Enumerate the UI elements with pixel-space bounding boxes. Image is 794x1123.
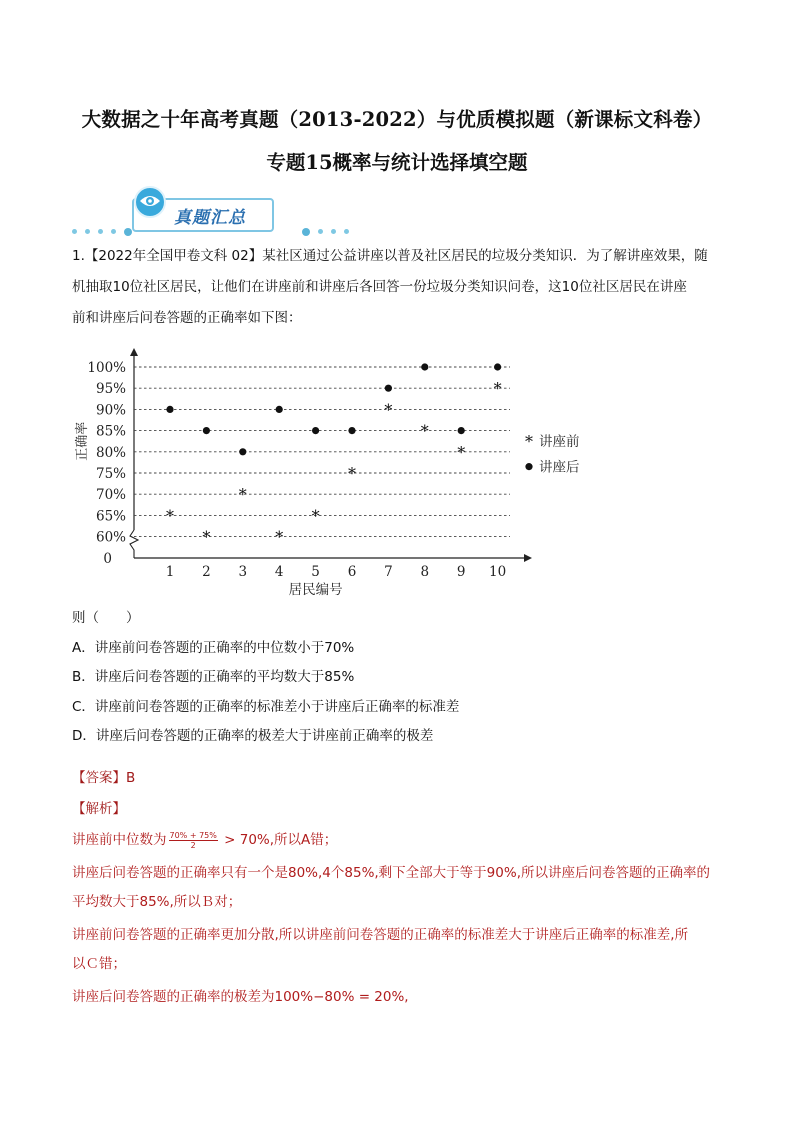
x-axis-label: 居民编号 bbox=[288, 582, 343, 598]
x-axis-arrow bbox=[524, 554, 532, 562]
x-tick-label: 8 bbox=[420, 564, 430, 580]
question-prompt: 则（ ） bbox=[72, 610, 140, 626]
x-tick-label: 10 bbox=[489, 564, 507, 580]
data-point-after bbox=[458, 427, 465, 434]
x-tick-label: 1 bbox=[165, 564, 175, 580]
x-tick-label: 2 bbox=[202, 564, 211, 580]
data-point-after bbox=[348, 427, 355, 434]
data-point-after bbox=[239, 448, 246, 455]
x-tick-label: 9 bbox=[456, 564, 466, 580]
y-tick-label: 70% bbox=[95, 487, 126, 504]
y-tick-label: 65% bbox=[95, 508, 126, 525]
y-tick-label: 90% bbox=[95, 402, 126, 419]
data-point-after bbox=[276, 406, 283, 413]
y-tick-label: 60% bbox=[95, 529, 126, 546]
data-point-before: * bbox=[202, 527, 211, 547]
page-subtitle: 专题15概率与统计选择填空题 bbox=[266, 151, 528, 174]
section-banner bbox=[72, 188, 372, 234]
solution-step-2: 讲座后问卷答题的正确率只有一个是80%,4个85%,剩下全部大于等于90%,所以讲座后问卷答题的正确率的 平均数大于85%,所以Ｂ对； bbox=[72, 865, 710, 910]
y-axis-arrow bbox=[130, 348, 138, 356]
x-tick-label: 5 bbox=[311, 564, 320, 580]
data-point-after bbox=[203, 427, 210, 434]
y-axis-label: 正确率 bbox=[75, 421, 90, 461]
axis-break bbox=[130, 530, 138, 558]
legend-label-after: 讲座后 bbox=[539, 459, 580, 476]
data-point-after bbox=[421, 363, 428, 370]
question-line: 1.【2022年全国甲卷文科 02】某社区通过公益讲座以普及社区居民的垃圾分类知识．为了解讲座效果，随 bbox=[72, 248, 708, 264]
legend-marker-before: * bbox=[525, 432, 533, 452]
option-b: B．讲座后问卷答题的正确率的平均数大于85% bbox=[72, 669, 355, 685]
data-point-after bbox=[385, 385, 392, 392]
option-c: C．讲座前问卷答题的正确率的标准差小于讲座后正确率的标准差 bbox=[72, 698, 460, 715]
banner-dots-right bbox=[302, 221, 357, 240]
y-origin-label: 0 bbox=[103, 551, 112, 567]
banner-dots-left bbox=[72, 221, 140, 240]
data-point-after bbox=[312, 427, 319, 434]
data-point-before: * bbox=[493, 379, 502, 399]
eye-icon bbox=[134, 186, 166, 218]
data-point-after bbox=[494, 363, 501, 370]
y-tick-label: 100% bbox=[87, 360, 126, 376]
solution bbox=[72, 826, 732, 1016]
analysis-label: 【解析】 bbox=[72, 801, 126, 817]
y-tick-label: 95% bbox=[95, 381, 126, 398]
data-point-before: * bbox=[238, 485, 247, 505]
question-text bbox=[72, 241, 724, 334]
legend-marker-after bbox=[525, 463, 532, 470]
question-options bbox=[72, 604, 724, 752]
x-tick-label: 7 bbox=[384, 564, 393, 580]
y-tick-label: 75% bbox=[95, 466, 126, 482]
y-tick-label: 80% bbox=[95, 444, 126, 461]
question-line: 前和讲座后问卷答题的正确率如下图： bbox=[72, 310, 302, 326]
x-tick-label: 3 bbox=[238, 564, 248, 580]
scatter-chart bbox=[72, 346, 580, 598]
solution-step-1: 讲座前中位数为 $\frac{70\% + 75\%}{2}$ > 70%,所以A错； bbox=[72, 830, 338, 850]
section-label: 真题汇总 bbox=[174, 208, 246, 228]
data-point-before: * bbox=[311, 506, 320, 526]
question-line: 机抽取10位社区居民，让他们在讲座前和讲座后各回答一份垃圾分类知识问卷，这10位社区居民在讲座 bbox=[72, 279, 687, 295]
option-d: D．讲座后问卷答题的正确率的极差大于讲座前正确率的极差 bbox=[72, 728, 434, 744]
data-point-before: * bbox=[275, 527, 284, 547]
legend-label-before: 讲座前 bbox=[539, 434, 580, 451]
option-a: A．讲座前问卷答题的正确率的中位数小于70% bbox=[72, 639, 355, 656]
solution-step-4: 讲座后问卷答题的正确率的极差为100%−80% = 20%, bbox=[72, 989, 409, 1005]
solution-step-3: 讲座前问卷答题的正确率更加分散,所以讲座前问卷答题的正确率的标准差大于讲座后正确率的标准差,所 以Ｃ错； bbox=[72, 927, 689, 972]
page-title: 大数据之十年高考真题（2013-2022）与优质模拟题（新课标文科卷） bbox=[81, 108, 713, 131]
x-tick-label: 4 bbox=[274, 564, 284, 580]
data-point-before: * bbox=[166, 506, 174, 526]
answer-label: 【答案】B bbox=[72, 770, 136, 786]
data-point-before: * bbox=[348, 464, 356, 483]
y-tick-label: 85% bbox=[95, 423, 126, 440]
data-point-before: * bbox=[384, 400, 393, 420]
fraction: $\frac{70\% + 75\%}{2}$ bbox=[169, 830, 217, 850]
x-tick-label: 6 bbox=[347, 564, 357, 580]
data-point-before: * bbox=[420, 421, 429, 441]
data-point-after bbox=[166, 406, 173, 413]
data-point-before: * bbox=[457, 442, 466, 462]
